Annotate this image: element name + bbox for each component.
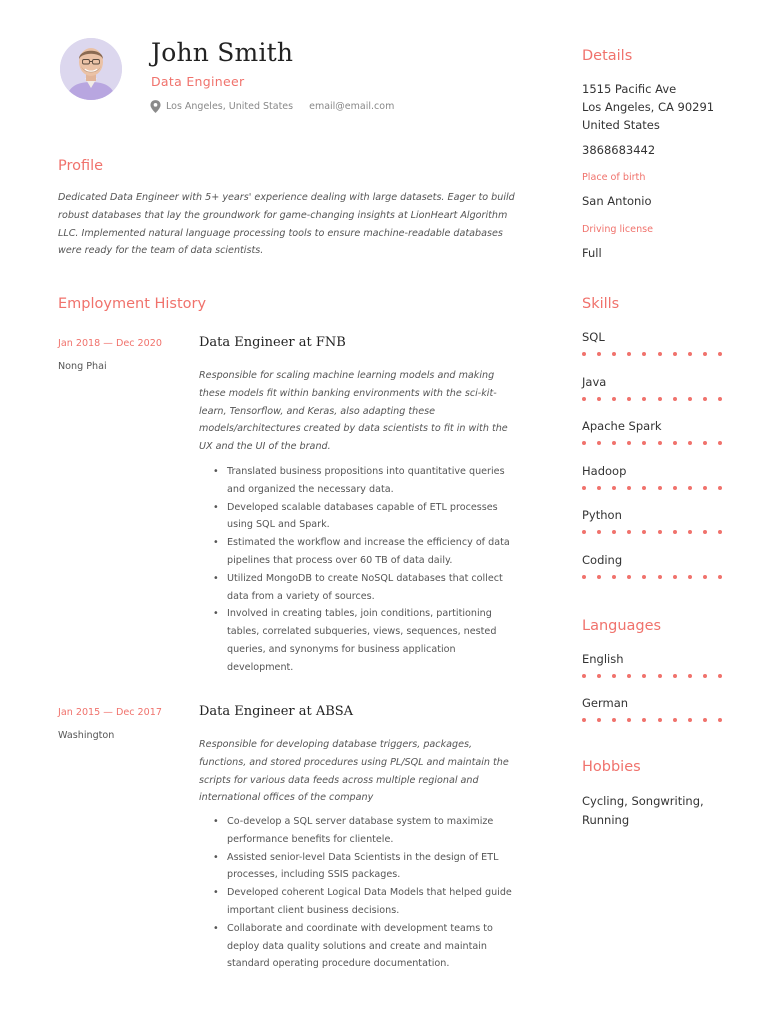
address-line: Los Angeles, CA 90291	[582, 100, 715, 114]
level-dot	[688, 352, 692, 356]
skill-name: SQL	[582, 330, 605, 344]
list-item: • Estimated the workflow and increase the efficiency of data pipelines that process over 60 TB of data daily.	[213, 534, 518, 570]
level-dot	[582, 575, 586, 579]
level-dot	[582, 674, 586, 678]
level-dot	[582, 441, 586, 445]
profile-text: Dedicated Data Engineer with 5+ years' experience dealing with large datasets. Eager to build robust databases that lay the groundwork for game-changing insights at LionHeart Algorithm LLC. Implemented natural language processing tools to ensure machine-readable databases were ready for the team of data scientists.	[58, 192, 515, 257]
level-dot	[688, 530, 692, 534]
level-dot	[718, 486, 722, 490]
level-dot	[703, 530, 707, 534]
languages-heading: Languages	[582, 618, 662, 634]
job-location: Nong Phai	[58, 361, 107, 372]
job-description: Responsible for developing database triggers, packages, functions, and stored procedures using PL/SQL and maintain the scripts for various data feeds across multiple regional and international offices of the company	[199, 739, 509, 804]
level-dot	[658, 352, 662, 356]
level-dot	[627, 397, 631, 401]
level-dot	[612, 674, 616, 678]
level-dot	[673, 397, 677, 401]
hobbies-text: Running	[582, 813, 630, 827]
level-dot	[703, 674, 707, 678]
person-name: John Smith	[151, 38, 294, 67]
phone-number: 3868683442	[582, 143, 656, 157]
level-dot	[658, 575, 662, 579]
level-dot	[658, 530, 662, 534]
level-dot	[582, 397, 586, 401]
address-line: United States	[582, 118, 660, 132]
location-text: Los Angeles, United States	[166, 101, 294, 112]
level-dot	[627, 352, 631, 356]
level-dot	[703, 352, 707, 356]
level-dot	[612, 530, 616, 534]
skill-name: Coding	[582, 553, 623, 567]
level-dot	[688, 674, 692, 678]
level-dot	[688, 718, 692, 722]
job-dates: Jan 2015 — Dec 2017	[58, 707, 162, 718]
skills-heading: Skills	[582, 296, 620, 312]
skill-level-dots	[582, 440, 722, 446]
list-item: • Developed coherent Logical Data Models that helped guide important client business decisions.	[213, 884, 518, 920]
level-dot	[718, 352, 722, 356]
level-dot	[612, 718, 616, 722]
job-heading: Data Engineer at ABSA	[199, 704, 354, 719]
level-dot	[627, 441, 631, 445]
level-dot	[688, 397, 692, 401]
birth-label: Place of birth	[582, 172, 646, 183]
level-dot	[673, 441, 677, 445]
level-dot	[673, 530, 677, 534]
level-dot	[612, 575, 616, 579]
profile-photo	[60, 38, 122, 100]
level-dot	[597, 486, 601, 490]
level-dot	[688, 441, 692, 445]
level-dot	[612, 441, 616, 445]
level-dot	[582, 486, 586, 490]
email-text: email@email.com	[309, 101, 395, 112]
skill-level-dots	[582, 673, 722, 679]
job-description: Responsible for scaling machine learning models and making these models fit within banking environments with the sci-kit-learn, Tensorflow, and Keras, also adapting these models/architectures created by data scientists to fit in with the UX and the UI of the brand.	[199, 370, 508, 453]
level-dot	[658, 718, 662, 722]
skill-level-dots	[582, 351, 722, 357]
level-dot	[612, 397, 616, 401]
level-dot	[673, 352, 677, 356]
skill-level-dots	[582, 396, 722, 402]
job-heading: Data Engineer at FNB	[199, 335, 346, 350]
hobbies-text: Cycling, Songwriting,	[582, 794, 704, 808]
skill-level-dots	[582, 574, 722, 580]
skill-name: Apache Spark	[582, 419, 662, 434]
level-dot	[642, 441, 646, 445]
job-title: Data Engineer	[151, 74, 245, 89]
contact-line	[150, 100, 394, 113]
list-item: • Co-develop a SQL server database system to maximize performance benefits for clientele.	[213, 813, 518, 849]
level-dot	[703, 575, 707, 579]
hobbies-heading: Hobbies	[582, 759, 641, 775]
birth-value: San Antonio	[582, 194, 652, 208]
job-location: Washington	[58, 730, 115, 741]
level-dot	[658, 674, 662, 678]
level-dot	[597, 575, 601, 579]
level-dot	[627, 486, 631, 490]
level-dot	[688, 486, 692, 490]
list-item: • Developed scalable databases capable of ETL processes using SQL and Spark.	[213, 499, 518, 535]
level-dot	[673, 718, 677, 722]
level-dot	[658, 397, 662, 401]
level-dot	[718, 575, 722, 579]
level-dot	[703, 486, 707, 490]
level-dot	[673, 486, 677, 490]
level-dot	[673, 674, 677, 678]
job-dates: Jan 2018 — Dec 2020	[58, 338, 162, 349]
level-dot	[642, 718, 646, 722]
level-dot	[642, 352, 646, 356]
list-item: • Collaborate and coordinate with development teams to deploy data quality solutions and create and maintain standard operating procedure documentation.	[213, 920, 518, 973]
job-achievements	[213, 813, 518, 973]
level-dot	[688, 575, 692, 579]
license-value: Full	[582, 246, 602, 260]
list-item: • Involved in creating tables, join conditions, partitioning tables, correlated subqueries, views, sequences, nested queries, and synonyms for business application development.	[213, 605, 518, 676]
level-dot	[718, 674, 722, 678]
level-dot	[642, 674, 646, 678]
level-dot	[718, 530, 722, 534]
level-dot	[627, 674, 631, 678]
level-dot	[642, 575, 646, 579]
skill-name: English	[582, 652, 624, 666]
level-dot	[597, 397, 601, 401]
level-dot	[703, 397, 707, 401]
level-dot	[703, 441, 707, 445]
level-dot	[597, 441, 601, 445]
list-item: • Assisted senior-level Data Scientists in the design of ETL processes, including SSIS packages.	[213, 849, 518, 885]
skill-name: Python	[582, 508, 622, 523]
level-dot	[627, 575, 631, 579]
level-dot	[718, 718, 722, 722]
skill-level-dots	[582, 717, 722, 723]
level-dot	[612, 486, 616, 490]
level-dot	[658, 486, 662, 490]
address-line: 1515 Pacific Ave	[582, 82, 677, 96]
level-dot	[582, 530, 586, 534]
list-item: • Utilized MongoDB to create NoSQL databases that collect data from a variety of sources.	[213, 570, 518, 606]
skill-name: Java	[582, 374, 607, 389]
employment-heading: Employment History	[58, 296, 207, 312]
level-dot	[627, 718, 631, 722]
level-dot	[597, 674, 601, 678]
level-dot	[673, 575, 677, 579]
level-dot	[597, 718, 601, 722]
skill-level-dots	[582, 529, 722, 535]
profile-heading: Profile	[58, 158, 104, 174]
details-heading: Details	[582, 48, 633, 64]
level-dot	[582, 718, 586, 722]
license-label: Driving license	[582, 224, 654, 235]
skill-name: German	[582, 696, 629, 710]
skill-name: Hadoop	[582, 463, 627, 478]
level-dot	[597, 352, 601, 356]
level-dot	[642, 397, 646, 401]
level-dot	[718, 441, 722, 445]
level-dot	[658, 441, 662, 445]
skill-level-dots	[582, 485, 722, 491]
level-dot	[718, 397, 722, 401]
job-achievements	[213, 463, 518, 677]
level-dot	[612, 352, 616, 356]
level-dot	[597, 530, 601, 534]
level-dot	[642, 486, 646, 490]
list-item: • Translated business propositions into quantitative queries and organized the necessary data.	[213, 463, 518, 499]
location-pin-icon	[150, 100, 161, 113]
level-dot	[703, 718, 707, 722]
level-dot	[627, 530, 631, 534]
level-dot	[582, 352, 586, 356]
level-dot	[642, 530, 646, 534]
